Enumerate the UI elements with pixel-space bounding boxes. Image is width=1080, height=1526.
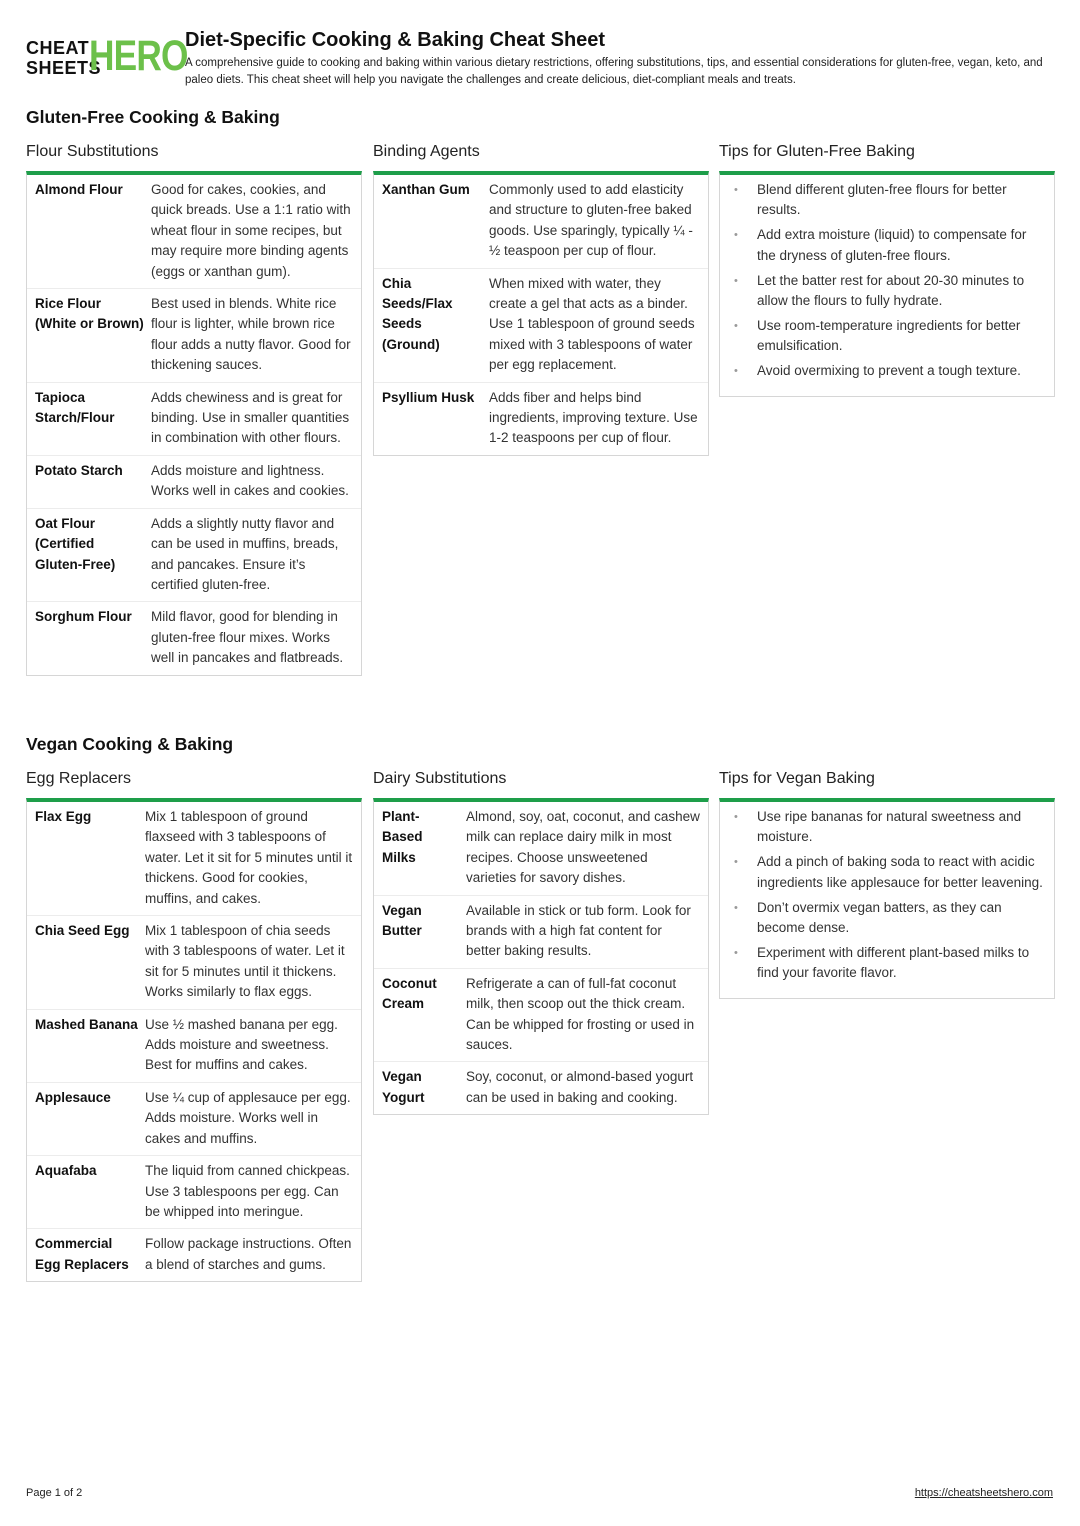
table-row (374, 175, 708, 269)
table-row (27, 1156, 361, 1229)
row-term: Aquafaba (35, 1163, 97, 1179)
row-definition: Adds a slightly nutty flavor and can be used in muffins, breads, and pancakes. Ensure it’s certified gluten-free. (151, 515, 339, 592)
dairy-substitutions-table (373, 798, 709, 1115)
egg-replacers-heading: Egg Replacers (26, 770, 131, 787)
row-definition: Commonly used to add elasticity and structure to gluten-free baked goods. Use sparingly, typically ¼ - ½ teaspoon per cup of flour. (489, 182, 693, 259)
row-term: Sorghum Flour (35, 609, 132, 625)
row-term: Oat Flour (Certified Gluten-Free) (35, 515, 116, 572)
binding-agents-table (373, 171, 709, 456)
row-definition: Adds moisture and lightness. Works well in cakes and cookies. (151, 462, 349, 499)
row-term: Tapioca Starch/Flour (35, 389, 115, 426)
row-definition: Adds fiber and helps bind ingredients, improving texture. Use 1-2 teaspoons per cup of flour. (489, 389, 698, 446)
table-row (27, 1083, 361, 1156)
row-term: Commercial Egg Replacers (35, 1236, 129, 1272)
table-row (374, 269, 708, 383)
vegan-tips-column (719, 768, 1055, 999)
bullet-icon: • (734, 365, 738, 378)
row-term: Potato Starch (35, 462, 123, 478)
list-item (730, 898, 1044, 939)
logo-text-hero: HERO (89, 32, 188, 80)
row-definition: Good for cakes, cookies, and quick breads. Use a 1:1 ratio with wheat flour in some recipes, but may require more binding agents (eggs or xanthan gum). (151, 182, 351, 279)
tip-text: Avoid overmixing to prevent a tough texture. (757, 363, 1021, 379)
table-row (374, 383, 708, 455)
row-term: Plant-Based Milks (382, 809, 423, 865)
bullet-icon: • (734, 856, 738, 869)
table-row (27, 509, 361, 603)
table-row (27, 383, 361, 456)
gluten-free-tips-heading: Tips for Gluten-Free Baking (719, 143, 915, 160)
cheatsheetshero-logo[interactable] (26, 32, 188, 80)
binding-agents-column (373, 141, 709, 456)
logo-text-sheets: SHEETS (26, 58, 102, 78)
table-row (27, 602, 361, 674)
row-term: Almond Flour (35, 182, 123, 197)
table-row (27, 175, 361, 289)
row-definition: Soy, coconut, or almond-based yogurt can be used in baking and cooking. (466, 1069, 694, 1105)
table-row (27, 289, 361, 383)
page-header (26, 28, 1056, 98)
row-term: Chia Seeds/Flax Seeds (Ground) (382, 275, 453, 352)
row-term: Rice Flour (White or Brown) (35, 296, 144, 332)
row-term: Vegan Butter (382, 902, 422, 939)
row-term: Coconut Cream (382, 975, 437, 1012)
row-definition: Best used in blends. White rice flour is lighter, while brown rice flour adds a nutty flavor. Good for thickening sauces. (151, 296, 351, 373)
tip-text: Don’t overmix vegan batters, as they can become dense. (757, 899, 1002, 936)
page-title: Diet-Specific Cooking & Baking Cheat Sheet (185, 29, 606, 51)
binding-agents-heading: Binding Agents (373, 143, 480, 160)
list-item (730, 316, 1044, 357)
section-title-vegan: Vegan Cooking & Baking (26, 734, 234, 754)
row-definition: Use ¼ cup of applesauce per egg. Adds moisture. Works well in cakes and muffins. (145, 1089, 351, 1146)
dairy-substitutions-heading: Dairy Substitutions (373, 770, 507, 787)
row-term: Chia Seed Egg (35, 923, 130, 939)
tip-text: Add extra moisture (liquid) to compensate for the dryness of gluten-free flours. (757, 227, 1027, 263)
vegan-tips-heading: Tips for Vegan Baking (719, 770, 875, 787)
flour-substitutions-heading: Flour Substitutions (26, 143, 159, 160)
bullet-icon: • (734, 811, 738, 823)
list-item (730, 852, 1044, 893)
bullet-icon: • (734, 184, 738, 196)
list-item (730, 943, 1044, 984)
table-row (374, 969, 708, 1063)
table-row (27, 456, 361, 509)
dairy-substitutions-column (373, 768, 709, 1115)
row-term: Mashed Banana (35, 1016, 138, 1032)
row-definition: Follow package instructions. Often a blend of starches and gums. (145, 1236, 352, 1272)
row-definition: Mix 1 tablespoon of ground flaxseed with 3 tablespoons of water. Let it sit for 5 minutes until it thickens. Good for cookies, muffins, and cakes. (145, 809, 353, 906)
page-description: A comprehensive guide to cooking and baking within various dietary restrictions, offering substitutions, tips, and essential considerations for gluten-free, vegan, keto, and paleo diets. This cheat sheet will help you navigate the challenges and create delicious, diet-compliant meals and treats. (185, 57, 1043, 86)
site-link[interactable]: https://cheatsheetshero.com (914, 1487, 1053, 1499)
row-definition: The liquid from canned chickpeas. Use 3 tablespoons per egg. Can be whipped into meringue. (145, 1163, 350, 1219)
tip-text: Add a pinch of baking soda to react with acidic ingredients like applesauce for better leavening. (757, 854, 1043, 890)
row-definition: Almond, soy, oat, coconut, and cashew milk can replace dairy milk in most recipes. Choose unsweetened varieties for savory dishes. (466, 809, 700, 886)
vegan-tips-list (719, 798, 1055, 999)
gluten-free-tips-column (719, 141, 1055, 397)
logo-text-cheat: CHEAT (26, 38, 90, 58)
egg-replacers-column (26, 768, 362, 1282)
bullet-icon: • (734, 274, 738, 287)
row-definition: Adds chewiness and is great for binding. Use in smaller quantities in combination with other flours. (151, 389, 350, 446)
list-item (730, 271, 1044, 312)
flour-substitutions-table (26, 171, 362, 676)
section-title-gluten-free: Gluten-Free Cooking & Baking (26, 107, 280, 127)
tip-text: Let the batter rest for about 20-30 minutes to allow the flours to fully hydrate. (757, 272, 1025, 309)
list-item (730, 361, 1044, 381)
table-row (27, 916, 361, 1010)
tip-text: Blend different gluten-free flours for better results. (757, 182, 1007, 218)
list-item (730, 807, 1044, 848)
row-term: Xanthan Gum (382, 182, 470, 197)
page-number: Page 1 of 2 (26, 1487, 83, 1499)
row-definition: Refrigerate a can of full-fat coconut milk, then scoop out the thick cream. Can be whipped for frosting or used in sauces. (466, 975, 695, 1053)
row-term: Vegan Yogurt (382, 1069, 425, 1105)
row-term: Applesauce (35, 1089, 111, 1105)
bullet-icon: • (734, 319, 738, 332)
table-row (27, 1229, 361, 1281)
table-row (374, 896, 708, 969)
table-row (374, 1062, 708, 1114)
row-definition: Mild flavor, good for blending in gluten-free flour mixes. Works well in pancakes and flatbreads. (151, 609, 344, 666)
table-row (374, 802, 708, 896)
list-item (730, 180, 1044, 221)
list-item (730, 225, 1044, 266)
gluten-free-tips-list (719, 171, 1055, 397)
bullet-icon: • (734, 229, 738, 242)
row-term: Psyllium Husk (382, 389, 475, 405)
tip-text: Experiment with different plant-based milks to find your favorite flavor. (757, 944, 1030, 981)
row-definition: Mix 1 tablespoon of chia seeds with 3 tablespoons of water. Let it sit for 5 minutes until it thickens. Works similarly to flax eggs. (145, 923, 345, 1000)
egg-replacers-table (26, 798, 362, 1282)
bullet-icon: • (734, 946, 738, 959)
table-row (27, 1010, 361, 1083)
row-definition: When mixed with water, they create a gel that acts as a binder. Use 1 tablespoon of ground seeds mixed with 3 tablespoons of water per egg replacement. (489, 275, 695, 373)
tip-text: Use room-temperature ingredients for better emulsification. (757, 317, 1021, 354)
row-definition: Use ½ mashed banana per egg. Adds moisture and sweetness. Best for muffins and cakes. (145, 1016, 338, 1073)
tip-text: Use ripe bananas for natural sweetness and moisture. (757, 809, 1022, 845)
flour-substitutions-column (26, 141, 362, 676)
row-definition: Available in stick or tub form. Look for brands with a high fat content for better baking results. (466, 902, 691, 959)
table-row (27, 802, 361, 916)
bullet-icon: • (734, 901, 738, 914)
row-term: Flax Egg (35, 809, 92, 824)
